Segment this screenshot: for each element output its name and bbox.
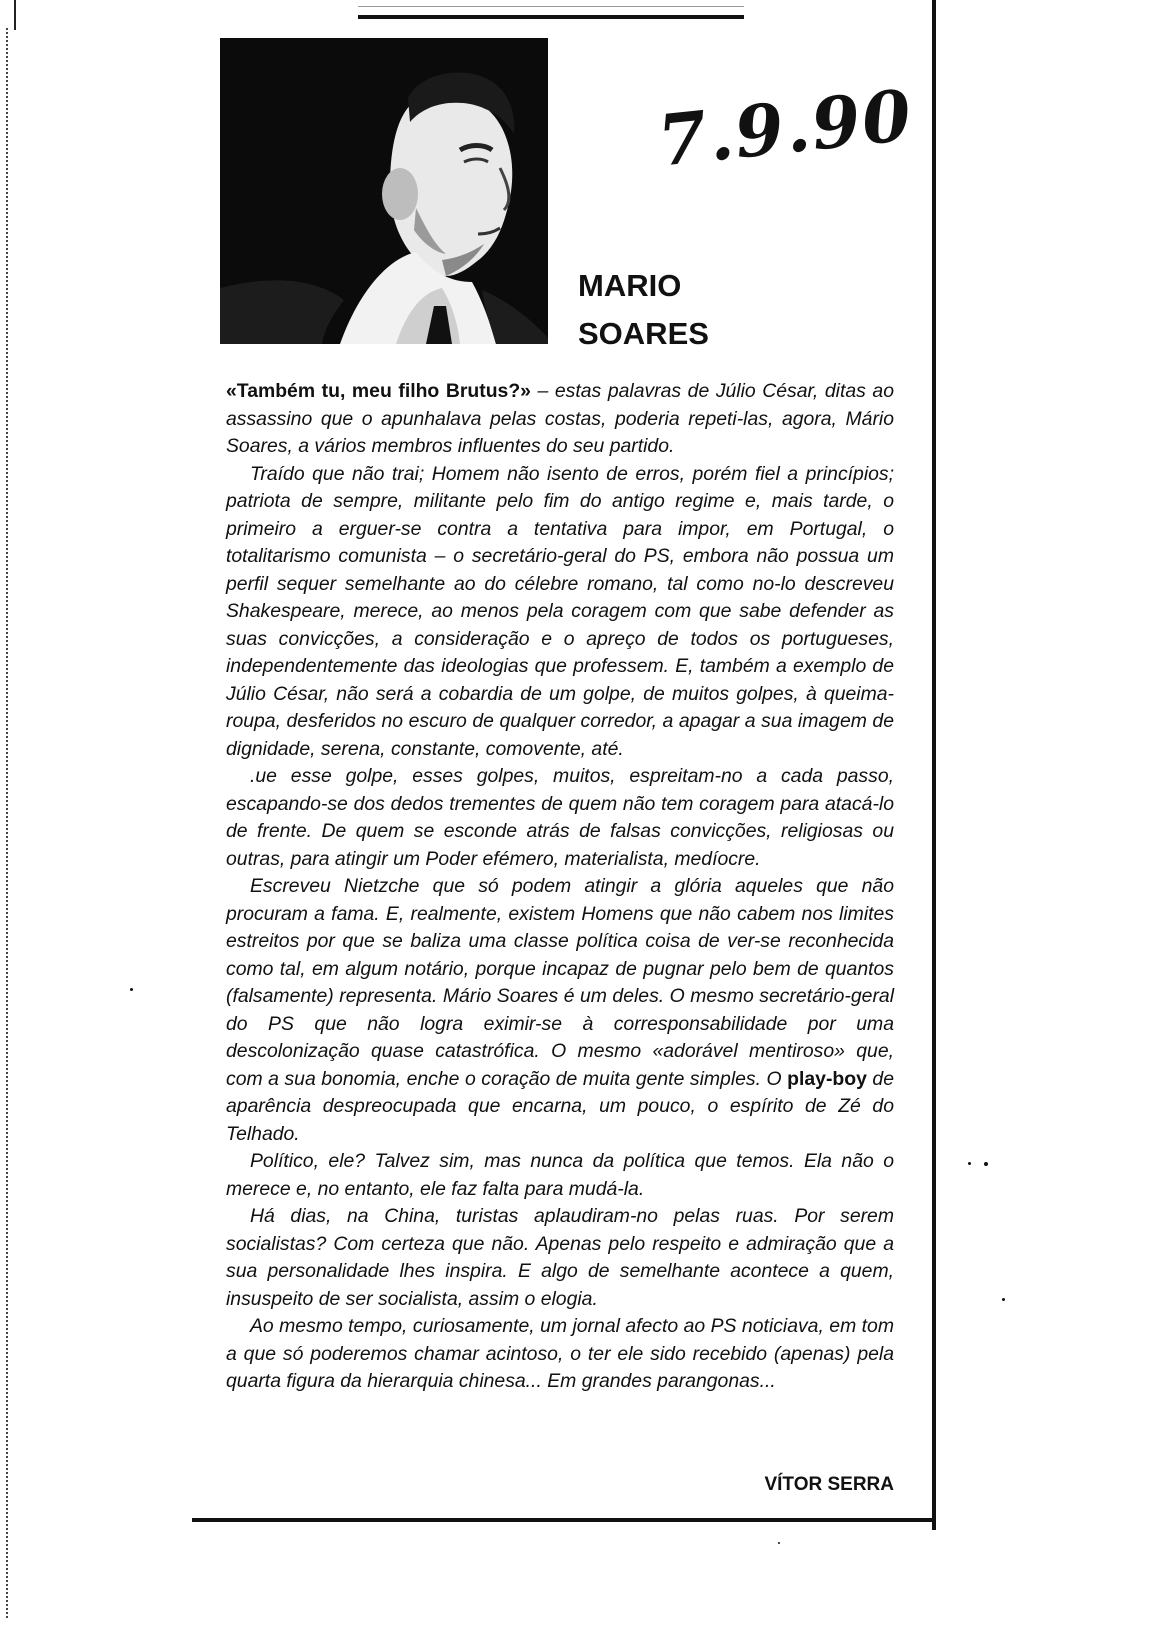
paragraph-4-text: Escreveu Nietzche que só podem atingir a glória aqueles que não procuram a fama. E, realmente, existem Homens que não cabem nos limites estreitos por que se baliza uma classe política coisa de ver-se reconhecida como tal, em algum notário, porque incapaz de pugnar pelo bem de quantos (falsamente) representa. Mário Soares é um deles. O mesmo secretário-geral do PS que não logra eximir-se à corresponsabilidade por uma descolonização quase catastrófica. O mesmo «adorável mentiroso» que, com a sua bonomia, enche o coração de muita gente simples. O bbox=[226, 875, 894, 1090]
title-line-2: SOARES bbox=[578, 316, 709, 351]
paragraph-1-text: – estas palavras de Júlio César, ditas ao assassino que o apunhalava pelas costas, poderia repeti-las, agora, Mário Soares, a vários membros influentes do seu partido. bbox=[226, 380, 894, 457]
paragraph-5: Político, ele? Talvez sim, mas nunca da política que temos. Ela não o merece e, no entanto, ele faz falta para mudá-la. bbox=[226, 1150, 894, 1200]
article-title bbox=[578, 262, 709, 358]
title-line-1: MARIO bbox=[578, 268, 682, 303]
paragraph-3: .ue esse golpe, esses golpes, muitos, espreitam-no a cada passo, escapando-se dos dedos trementes de quem não tem coragem para atacá-lo de frente. De quem se esconde atrás de falsas convicções, religiosas ou outras, para atingir um Poder efémero, materialista, medíocre. bbox=[226, 765, 894, 870]
scan-speck bbox=[778, 1542, 780, 1544]
scan-speck bbox=[984, 1162, 988, 1166]
portrait-silhouette bbox=[220, 38, 548, 344]
scan-speck bbox=[1002, 1298, 1005, 1301]
paragraph-6: Há dias, na China, turistas aplaudiram-no pelas ruas. Por serem socialistas? Com certeza que não. Apenas pelo respeito e admiração que a sua personalidade lhes inspira. E algo de semelhante acontece a quem, insuspeito de ser socialista, assim o elogia. bbox=[226, 1205, 894, 1310]
paragraph-4 bbox=[226, 873, 894, 1148]
scan-speck bbox=[968, 1162, 971, 1165]
bottom-rule bbox=[192, 1518, 936, 1522]
scan-edge-left bbox=[6, 28, 10, 1618]
handwritten-date: 7.9.90 bbox=[654, 73, 917, 183]
paragraph-2: Traído que não trai; Homem não isento de erros, porém fiel a princípios; patriota de sempre, militante pelo fim do antigo regime e, mais tarde, o primeiro a erguer-se contra a tentativa para impor, em Portugal, o totalitarismo comunista – o secretário-geral do PS, embora não possua um perfil sequer semelhante ao do célebre romano, tal como no-lo descreveu Shakespeare, merece, ao menos pela coragem com que sabe defender as suas convicções, a consideração e o apreço de todos os portugueses, independentemente das ideologias que professem. E, também a exemplo de Júlio César, não será a cobardia de um golpe, de muitos golpes, à queima-roupa, desferidos no escuro de qualquer corredor, a apagar a sua imagem de dignidade, serena, constante, comovente, até. bbox=[226, 462, 894, 760]
paragraph-4-end: de aparência despreocupada que encarna, um pouco, o espírito de Zé do Telhado. bbox=[226, 1067, 894, 1145]
scan-edge-corner bbox=[0, 0, 16, 30]
top-rule bbox=[358, 15, 744, 19]
frame-right-rule bbox=[932, 0, 936, 1530]
lead-quote: «Também tu, meu filho Brutus?» bbox=[226, 380, 531, 402]
playboy-emphasis: play-boy bbox=[787, 1067, 867, 1090]
paragraph-7: Ao mesmo tempo, curiosamente, um jornal afecto ao PS noticiava, em tom a que só poderemos chamar acintoso, o ter ele sido recebido (apenas) pela quarta figura da hierarquia chinesa... Em grandes parangonas... bbox=[226, 1315, 894, 1392]
paragraph-1 bbox=[226, 378, 894, 461]
top-rule-thin bbox=[358, 6, 744, 7]
article-body bbox=[226, 378, 894, 1396]
scan-speck bbox=[130, 988, 133, 991]
author-signature: VÍTOR SERRA bbox=[764, 1474, 894, 1495]
portrait-photo bbox=[220, 38, 548, 344]
